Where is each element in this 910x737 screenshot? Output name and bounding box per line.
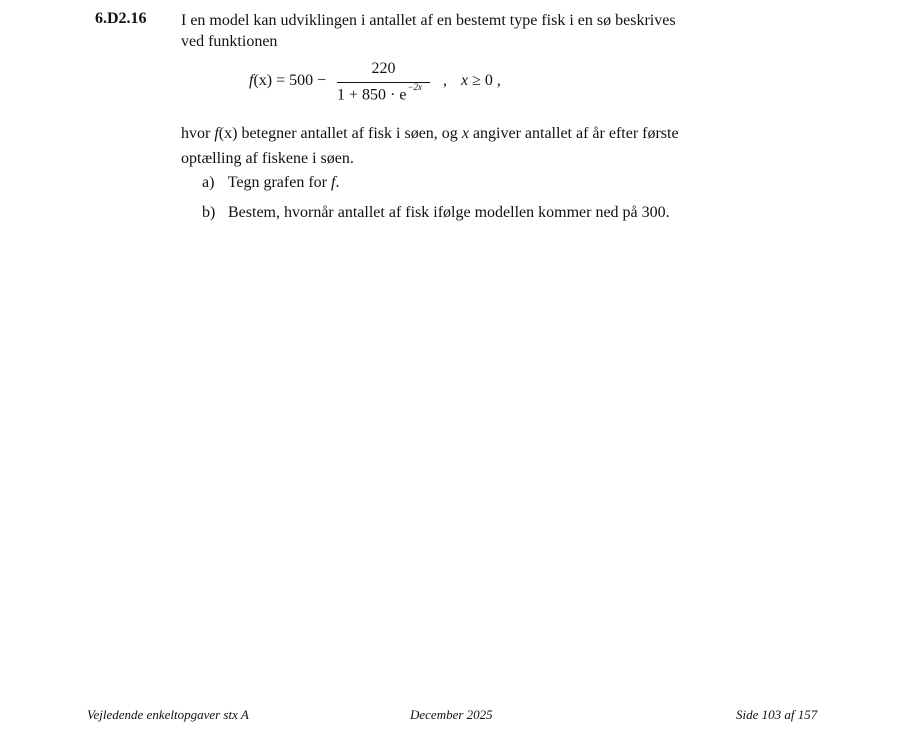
question-a xyxy=(202,174,339,192)
question-a-label: a) xyxy=(202,174,215,191)
description-text-middle: betegner antallet af fisk i søen, og xyxy=(237,125,462,142)
variable-description xyxy=(181,121,781,171)
description-line-2: optælling af fiskene i søen. xyxy=(181,150,354,167)
question-b-text: Bestem, hvornår antallet af fisk ifølge modellen kommer ned på 300. xyxy=(228,204,670,221)
description-variable: x xyxy=(461,125,469,142)
formula-fraction xyxy=(337,58,430,104)
domain-condition: ≥ 0 , xyxy=(468,72,501,89)
footer-document-title: Vejledende enkeltopgaver stx A xyxy=(87,707,249,722)
domain-variable: x xyxy=(461,72,469,89)
question-b-label: b) xyxy=(202,204,216,221)
formula-domain xyxy=(443,72,501,90)
intro-line-2: ved funktionen xyxy=(181,33,278,50)
task-number: 6.D2.16 xyxy=(95,10,147,27)
fraction-denominator xyxy=(337,82,430,104)
description-function-symbol: f xyxy=(214,125,219,142)
description-text-end: angiver antallet af år efter første xyxy=(468,125,679,142)
question-a-function-symbol: f xyxy=(331,174,336,191)
formula-comma: , xyxy=(443,72,447,89)
formula-left-side xyxy=(249,72,326,90)
denominator-base: 1 + 850 · e xyxy=(337,86,407,104)
question-a-text: Tegn grafen for xyxy=(227,174,331,191)
function-symbol: f xyxy=(249,72,254,89)
denominator-exponent: −2x xyxy=(407,82,423,92)
task-intro xyxy=(181,10,781,52)
intro-line-1: I en model kan udviklingen i antallet af en bestemt type fisk i en sø beskrives xyxy=(181,12,676,29)
description-function-argument: (x) xyxy=(218,125,238,142)
footer-date: December 2025 xyxy=(410,707,493,722)
fraction-numerator: 220 xyxy=(371,60,396,77)
description-line-1 xyxy=(181,121,781,146)
function-argument: (x) xyxy=(253,72,273,89)
description-text-start: hvor xyxy=(181,125,215,142)
footer-page-number: Side 103 af 157 xyxy=(736,707,818,722)
formula-constant-term: = 500 − xyxy=(272,72,327,89)
question-b xyxy=(202,204,670,222)
question-a-end: . xyxy=(335,174,340,191)
